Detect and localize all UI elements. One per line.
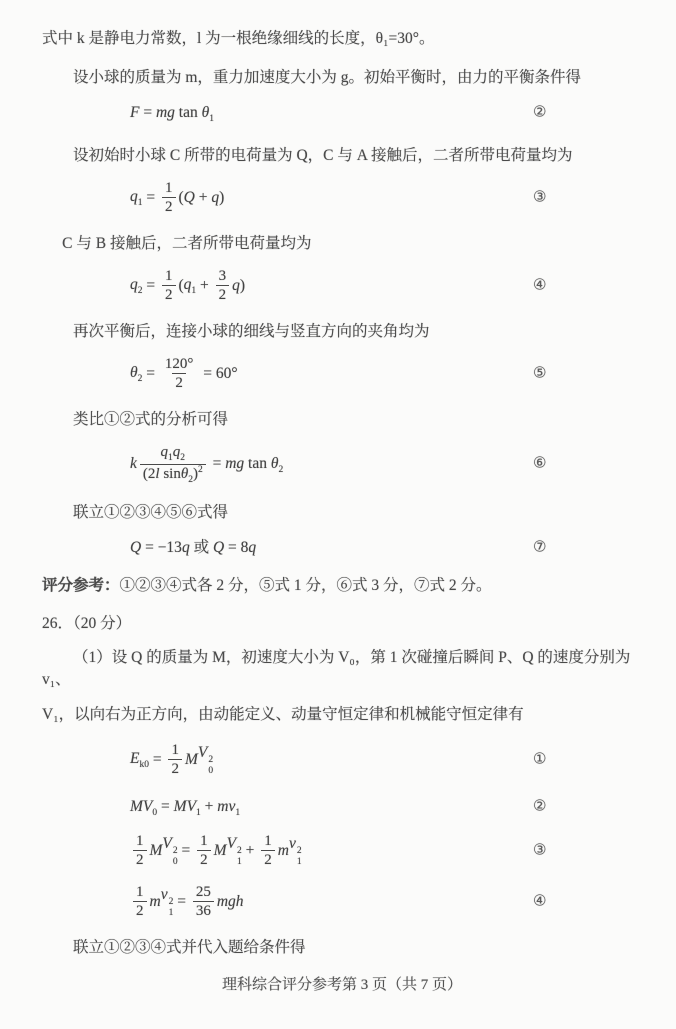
equation-row-7 bbox=[42, 536, 642, 560]
equation-charge-q2: $q_2$ = $\frac{1}{2}$ ( $q_1$ + $\frac{3}{2}$ q ) bbox=[130, 268, 246, 303]
equation-row-26-3 bbox=[42, 832, 642, 869]
para-analogy: 类比①②式的分析可得 bbox=[73, 411, 229, 428]
equation-row-26-1 bbox=[42, 741, 642, 778]
equation-charge-q1: $q_1$ = $\frac{1}{2}$ ( Q + q ) bbox=[130, 180, 225, 215]
equation-number-circle-4: ④ bbox=[533, 276, 547, 293]
para-26-part1-line1: （1）设 Q 的质量为 M，初速度大小为 V₀，第 1 次碰撞后瞬间 P、Q 的速度分别为 v₁、 bbox=[42, 649, 631, 688]
equation-row-4 bbox=[42, 267, 642, 304]
para-force-balance: 设小球的质量为 m，重力加速度大小为 g。初始平衡时，由力的平衡条件得 bbox=[73, 69, 582, 86]
equation-row-6 bbox=[42, 443, 642, 485]
equation-height-relation: $\frac{1}{2}$ m v 2 1 = $\frac{25}{36}$ mgh bbox=[130, 883, 244, 920]
equation-number-circle-2: ② bbox=[533, 104, 547, 121]
equation-number-circle-26-1: ① bbox=[533, 750, 547, 767]
para-26-part1-line2: V₁，以向右为正方向，由动能定义、动量守恒定律和机械能守恒定律有 bbox=[42, 706, 524, 723]
para-combine-26: 联立①②③④式并代入题给条件得 bbox=[73, 939, 306, 956]
equation-number-circle-3: ③ bbox=[533, 188, 547, 205]
equation-row-26-2 bbox=[42, 795, 642, 819]
page-footer: 理科综合评分参考第 3 页（共 7 页） bbox=[221, 977, 462, 993]
scoring-reference-label: 评分参考： bbox=[42, 577, 120, 594]
equation-number-circle-26-2: ② bbox=[533, 798, 547, 815]
para-rebalance: 再次平衡后，连接小球的细线与竖直方向的夹角均为 bbox=[73, 323, 430, 340]
para-combine-25: 联立①②③④⑤⑥式得 bbox=[73, 504, 229, 521]
equation-angle-theta2: $\theta_2$ = $\frac{120^\circ}{2}$ = 60° bbox=[130, 356, 238, 391]
scoring-reference-text: ①②③④式各 2 分，⑤式 1 分，⑥式 3 分，⑦式 2 分。 bbox=[119, 577, 492, 594]
para-contact-b: C 与 B 接触后，二者所带电荷量均为 bbox=[62, 235, 312, 252]
equation-row-26-4 bbox=[42, 883, 642, 920]
equation-number-circle-7: ⑦ bbox=[533, 539, 547, 556]
para-contact-a: 设初始时小球 C 所带的电荷量为 Q，C 与 A 接触后，二者所带电荷量均为 bbox=[73, 147, 573, 164]
equation-momentum-conservation: M $V_0$ = M $V_1$ + m $v_1$ bbox=[130, 797, 241, 818]
equation-number-circle-26-3: ③ bbox=[533, 841, 547, 858]
equation-energy-conservation: $\frac{1}{2}$ M V 2 0 = $\frac{1}{2}$ M V 2 1 + $\frac{1}{2}$ m v 2 1 bbox=[130, 832, 302, 869]
equation-row-5 bbox=[42, 355, 642, 392]
equation-force-balance: F = mg tan $\theta_1$ bbox=[130, 103, 214, 124]
equation-charge-result: Q = −13 q 或 Q = 8 q bbox=[130, 539, 257, 556]
equation-number-circle-26-4: ④ bbox=[533, 892, 547, 909]
equation-row-3 bbox=[42, 179, 642, 216]
problem-26-heading: 26．（20 分） bbox=[42, 615, 132, 632]
equation-coulomb-balance: k $\frac{q_1q_2}{(2l \sin\theta_2)^2}$ = mg tan $\theta_2$ bbox=[130, 444, 284, 485]
equation-number-circle-5: ⑤ bbox=[533, 364, 547, 381]
equation-number-circle-6: ⑥ bbox=[533, 455, 547, 472]
equation-row-2 bbox=[42, 101, 642, 125]
para-constants-note: 式中 k 是静电力常数，l 为一根绝缘细线的长度，θ₁=30°。 bbox=[42, 30, 435, 47]
para-scoring-reference bbox=[42, 575, 642, 597]
equation-kinetic-energy: $E_{k0}$ = $\frac{1}{2}$ M V 2 0 bbox=[130, 742, 214, 777]
